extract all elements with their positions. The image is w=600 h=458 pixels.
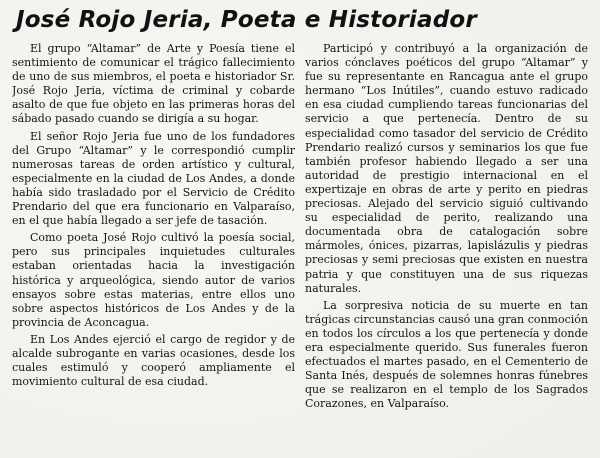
paragraph: Como poeta José Rojo cultivó la poesía social, pero sus principales inquietudes culturales estaban orientadas hacia la investigación histórica y arqueológica, siendo autor de varios ensayos sobre estas materias, entre ellos uno sobre aspectos históricos de Los Andes y de la provincia de Aconcagua.	[12, 231, 295, 329]
article-headline: José Rojo Jeria, Poeta e Historiador	[16, 7, 477, 33]
paragraph: Participó y contribuyó a la organización de varios cónclaves poéticos del grupo “Altamar” y fue su representante en Rancagua ante el grupo hermano “Los Inútiles”, cuando estuvo radicado en esa ciudad cumpliendo tareas funcionarias del servicio a que pertenecía. Dentro de su especialidad como tasador del servicio de Crédito Prendario realizó cursos y seminarios los que fue también profesor habiendo llegado a ser una autoridad de prestigio internacional en el expertizaje en obras de arte y perito en piedras preciosas. Alejado del servicio siguió cultivando su especialidad de perito, realizando una documentada obra de catalogación sobre mármoles, ónices, pizarras, lapislázulis y piedras preciosas y semi preciosas que existen en nuestra patria y que constituyen una de sus riquezas naturales.	[305, 42, 588, 295]
right-column	[305, 42, 588, 452]
paragraph: El señor Rojo Jeria fue uno de los fundadores del Grupo “Altamar” y le correspondió cumplir numerosas tareas de orden artístico y cultural, especialmente en la ciudad de Los Andes, a donde había sido trasladado por el Servicio de Crédito Prendario del que era funcionario en Valparaíso, en el que había llegado a ser jefe de tasación.	[12, 129, 295, 228]
paragraph: En Los Andes ejerció el cargo de regidor y de alcalde subrogante en varias ocasiones, desde los cuales estimuló y cooperó ampliamente el movimiento cultural de esa ciudad.	[12, 332, 295, 389]
left-column	[12, 42, 295, 452]
paragraph: La sorpresiva noticia de su muerte en tan trágicas circunstancias causó una gran conmoción en todos los círculos a los que pertenecía y donde era especialmente querido. Sus funerales fueron efectuados el martes pasado, en el Cementerio de Santa Inés, después de solemnes honras fúnebres que se realizaron en el templo de los Sagrados Corazones, en Valparaíso.	[305, 298, 588, 411]
article-body	[12, 42, 588, 452]
paragraph: El grupo “Altamar” de Arte y Poesía tiene el sentimiento de comunicar el trágico fallecimiento de uno de sus miembros, el poeta e historiador Sr. José Rojo Jeria, víctima de criminal y cobarde asalto de que fue objeto en las primeras horas del sábado pasado cuando se dirigía a su hogar.	[12, 42, 295, 126]
